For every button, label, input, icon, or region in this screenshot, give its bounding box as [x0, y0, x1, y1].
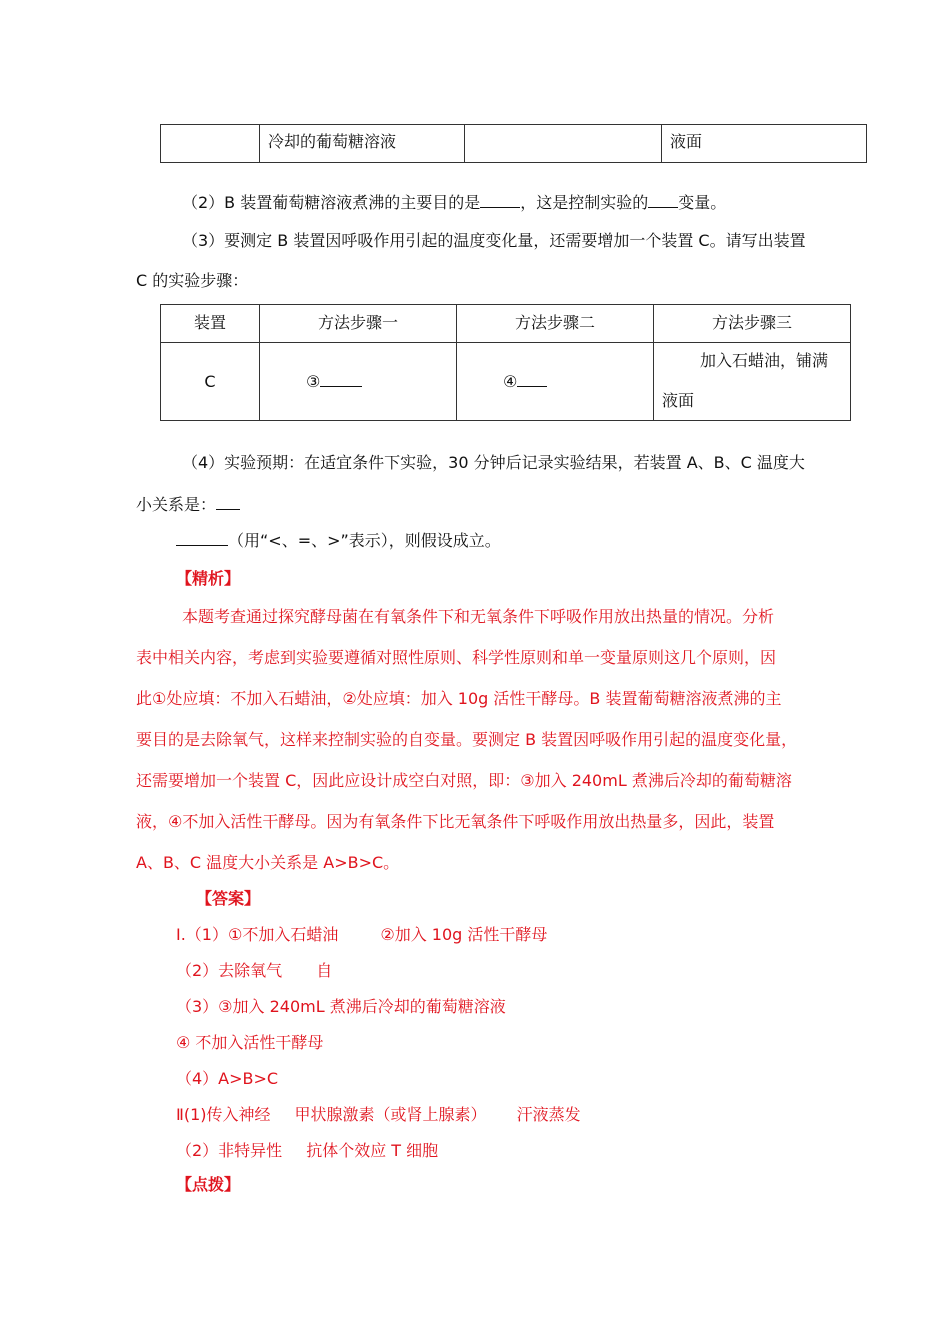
- analysis-line-4: 要目的是去除氧气，这样来控制实验的自变量。要测定 B 装置因呼吸作用引起的温度变化量，: [136, 730, 798, 749]
- answer-blank: [176, 531, 228, 546]
- top-table-cell-3: [465, 125, 662, 163]
- answer-line-6c: 汗液蒸发: [516, 1105, 581, 1124]
- answer-line-3: （3）③加入 240mL 煮沸后冷却的葡萄糖溶液: [176, 997, 506, 1016]
- answer-line-5: （4）A>B>C: [176, 1069, 279, 1088]
- top-table-cell-2: [260, 125, 465, 163]
- header-step-1: [260, 305, 457, 343]
- top-table-cell-1: [161, 125, 260, 163]
- cell-step-1: [260, 343, 457, 421]
- answer-line-1b: ②加入 10g 活性干酵母: [380, 925, 548, 944]
- answer-line-2: [176, 958, 332, 981]
- analysis-line-3: 此①处应填：不加入石蜡油，②处应填：加入 10g 活性干酵母。B 装置葡萄糖溶液煮沸的主: [136, 689, 782, 708]
- header-step-2: [457, 305, 654, 343]
- analysis-line-7: A、B、C 温度大小关系是 A>B>C。: [136, 853, 400, 872]
- answer-line-7: [176, 1138, 438, 1161]
- answer-line-6b: 甲状腺激素（或肾上腺素）: [294, 1105, 487, 1124]
- answer-heading: 【答案】: [196, 889, 261, 908]
- answer-line-4: ④ 不加入活性干酵母: [176, 1033, 324, 1052]
- header-step-3-text: 方法步骤三: [711, 313, 792, 332]
- answer-line-6a: Ⅱ(1)传入神经: [176, 1105, 271, 1124]
- question-4-line-3-text: （用“<、=、>”表示），则假设成立。: [228, 531, 501, 550]
- question-4-line-2-text: 小关系是：: [136, 495, 217, 514]
- header-device-text: 装置: [193, 313, 226, 332]
- analysis-line-5: 还需要增加一个装置 C，因此应设计成空白对照，即：③加入 240mL 煮沸后冷却的葡萄糖溶: [136, 771, 792, 790]
- answer-line-1: [176, 922, 547, 945]
- answer-line-6: [176, 1102, 581, 1125]
- question-4-line-1: （4）实验预期：在适宜条件下实验，30 分钟后记录实验结果，若装置 A、B、C 温度大: [182, 453, 805, 472]
- top-table-cell-2-text: 冷却的葡萄糖溶液: [268, 132, 397, 151]
- answer-line-1a: Ⅰ.（1）①不加入石蜡油: [176, 925, 339, 944]
- answer-line-7b: 抗体个效应 T 细胞: [306, 1141, 439, 1160]
- cell-device: [161, 343, 260, 421]
- cell-step-2: [457, 343, 654, 421]
- top-table-cell-4-text: 液面: [670, 132, 703, 151]
- header-step-3: [654, 305, 851, 343]
- cell-step-3: [654, 343, 851, 421]
- cell-device-text: C: [204, 372, 216, 391]
- question-2-text-3: 变量。: [678, 193, 727, 212]
- question-4-line-2: [136, 492, 240, 515]
- question-4-line-3: [176, 528, 501, 551]
- question-3-line-2: C 的实验步骤：: [136, 271, 249, 290]
- answer-blank: [517, 372, 547, 387]
- header-step-2-text: 方法步骤二: [514, 313, 595, 332]
- answer-line-2b: 自: [316, 961, 333, 980]
- cell-step-1-text: ③: [306, 372, 321, 391]
- question-2: [182, 190, 726, 213]
- answer-blank: [480, 193, 520, 208]
- top-table-cell-4: [662, 125, 867, 163]
- answer-blank: [216, 495, 240, 510]
- question-2-text-1: （2）B 装置葡萄糖溶液煮沸的主要目的是: [182, 193, 481, 212]
- analysis-line-2: 表中相关内容，考虑到实验要遵循对照性原则、科学性原则和单一变量原则这几个原则，因: [136, 648, 777, 667]
- question-2-text-2: ，这是控制实验的: [520, 193, 649, 212]
- tip-heading: 【点拨】: [176, 1175, 241, 1194]
- answer-line-2a: （2）去除氧气: [176, 961, 283, 980]
- analysis-heading: 【精析】: [176, 569, 241, 588]
- answer-blank: [320, 372, 362, 387]
- cell-step-3-line-1: 加入石蜡油，铺满: [700, 351, 829, 370]
- top-table: [160, 124, 867, 163]
- answer-blank: [648, 193, 678, 208]
- cell-step-3-line-2: 液面: [662, 391, 695, 410]
- cell-step-2-text: ④: [503, 372, 518, 391]
- analysis-line-6: 液，④不加入活性干酵母。因为有氧条件下比无氧条件下呼吸作用放出热量多，因此，装置: [136, 812, 775, 831]
- question-3-line-1: （3）要测定 B 装置因呼吸作用引起的温度变化量，还需要增加一个装置 C。请写出装置: [182, 231, 806, 250]
- header-step-1-text: 方法步骤一: [317, 313, 398, 332]
- steps-table: [160, 304, 851, 421]
- answer-line-7a: （2）非特异性: [176, 1141, 283, 1160]
- analysis-line-1: 本题考查通过探究酵母菌在有氧条件下和无氧条件下呼吸作用放出热量的情况。分析: [182, 607, 775, 626]
- header-device: [161, 305, 260, 343]
